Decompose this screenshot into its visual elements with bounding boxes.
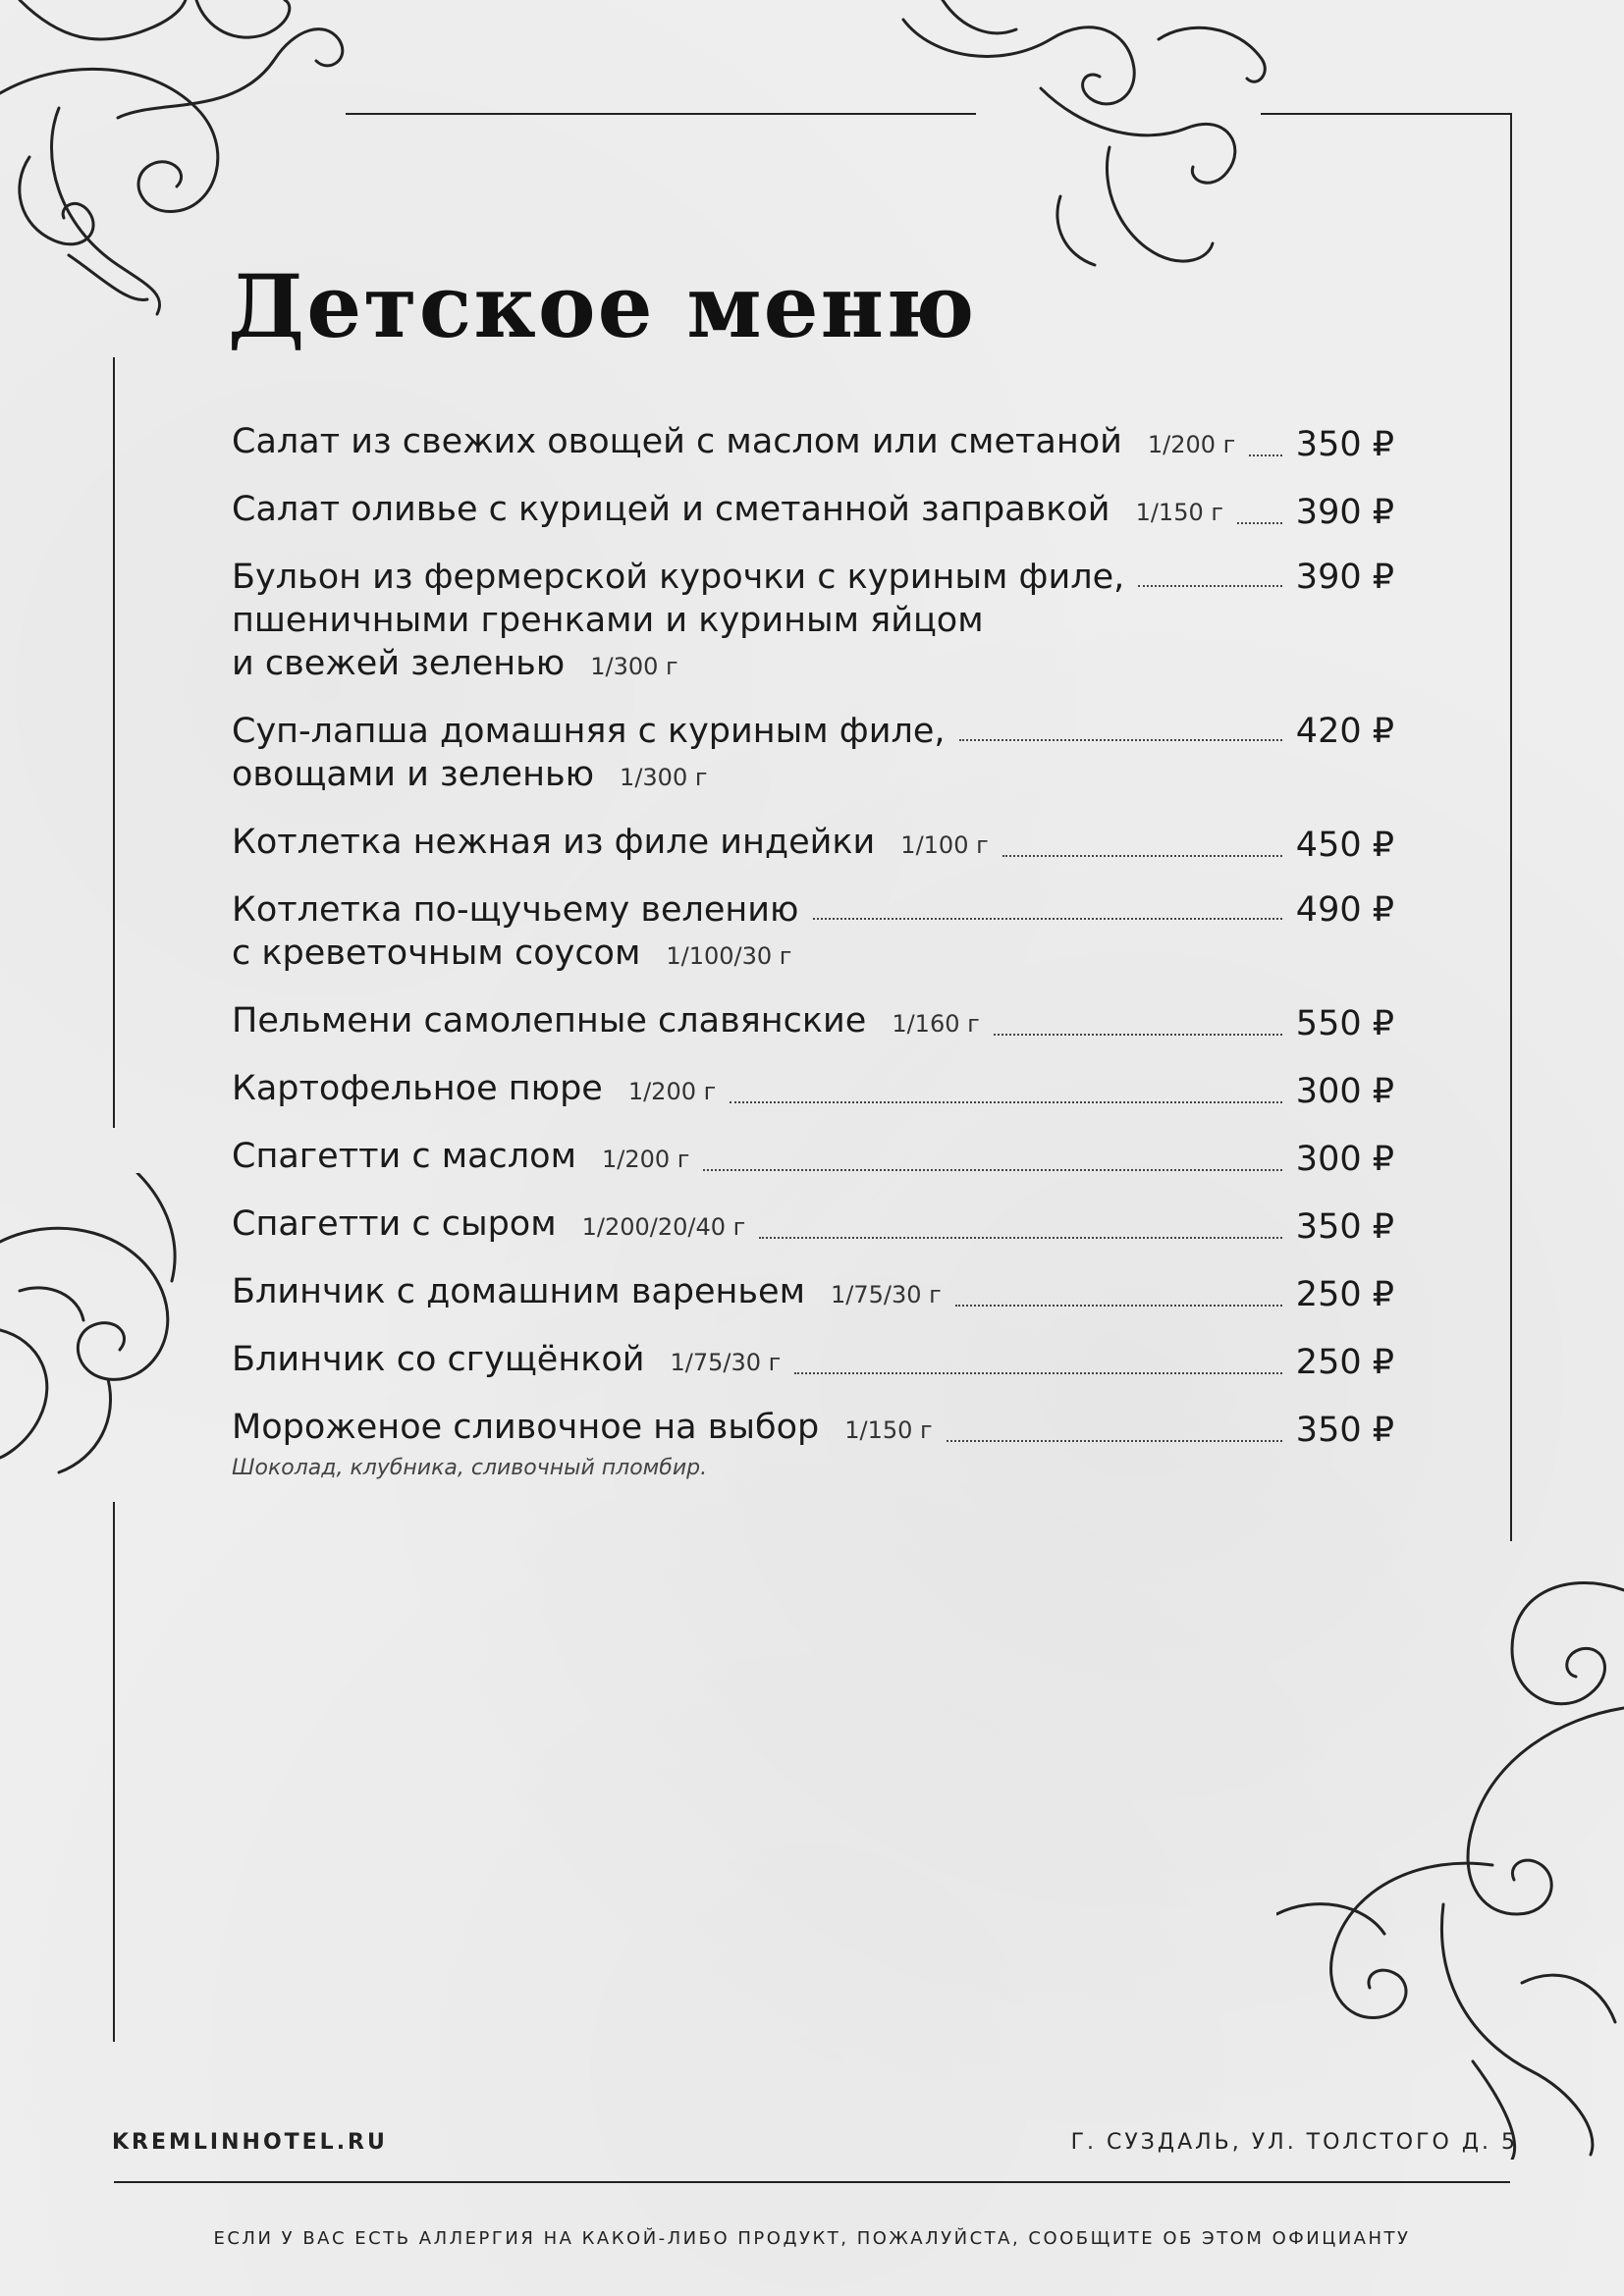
menu-item-dot-leader xyxy=(759,1237,1282,1239)
menu-item-price: 490 ₽ xyxy=(1295,890,1394,930)
menu-item-name xyxy=(232,420,1235,466)
menu-item-name-line: Спагетти с сыром 1/200/20/40 г xyxy=(232,1204,746,1244)
menu-item-name-line: с креветочным соусом 1/100/30 г xyxy=(232,934,792,973)
menu-item-price: 550 ₽ xyxy=(1295,1004,1394,1043)
menu-item xyxy=(232,420,1394,466)
frame-top-line-right xyxy=(1261,113,1512,115)
menu-item-portion: 1/160 г xyxy=(892,1010,980,1038)
menu-item-name-line: Картофельное пюре 1/200 г xyxy=(232,1069,717,1108)
menu-item-portion: 1/100/30 г xyxy=(666,942,792,970)
menu-item-note: Шоколад, клубника, сливочный пломбир. xyxy=(232,1456,708,1480)
menu-item-name-line: Суп-лапша домашняя с куриным филе, xyxy=(232,712,946,751)
page-title: Детское меню xyxy=(228,255,977,357)
footer-divider xyxy=(114,2181,1510,2183)
menu-item-portion: 1/100 г xyxy=(900,831,989,859)
menu-item-name-line: и свежей зеленью 1/300 г xyxy=(232,644,678,683)
footer-allergy-notice: ЕСЛИ У ВАС ЕСТЬ АЛЛЕРГИЯ НА КАКОЙ-ЛИБО ПРОДУКТ, ПОЖАЛУЙСТА, СООБЩИТЕ ОБ ЭТОМ ОФИЦИАНТУ xyxy=(213,2228,1411,2249)
menu-item xyxy=(232,488,1394,534)
menu-item-dot-leader xyxy=(794,1372,1282,1374)
menu-item-name xyxy=(232,1270,942,1316)
menu-item-name xyxy=(232,999,980,1045)
footer-website: KREMLINHOTEL.RU xyxy=(112,2130,388,2155)
menu-item-price: 350 ₽ xyxy=(1295,1207,1394,1247)
menu-item-portion: 1/300 г xyxy=(620,764,708,791)
menu-item xyxy=(232,1135,1394,1181)
menu-item-portion: 1/150 г xyxy=(844,1416,933,1444)
menu-item-price: 250 ₽ xyxy=(1295,1275,1394,1314)
menu-item-name-line: Котлетка по-щучьему велению xyxy=(232,890,799,930)
menu-item-price: 450 ₽ xyxy=(1295,826,1394,865)
menu-item-dot-leader xyxy=(947,1440,1282,1442)
menu-item xyxy=(232,999,1394,1045)
frame-left-line-lower xyxy=(113,1502,115,2042)
menu-item-name-line: Мороженое сливочное на выбор 1/150 г xyxy=(232,1408,933,1447)
menu-item xyxy=(232,821,1394,867)
menu-item-portion: 1/200 г xyxy=(1147,431,1236,458)
menu-item xyxy=(232,1202,1394,1249)
menu-item-portion: 1/75/30 г xyxy=(670,1349,782,1376)
menu-item-name-line: пшеничными гренками и куриным яйцом xyxy=(232,601,984,640)
menu-item-dot-leader xyxy=(955,1305,1282,1307)
menu-item-name xyxy=(232,1406,933,1452)
frame-top-line-left xyxy=(346,113,976,115)
menu-item-name-line: Блинчик со сгущёнкой 1/75/30 г xyxy=(232,1340,782,1379)
menu-item-name-line: Котлетка нежная из филе индейки 1/100 г xyxy=(232,823,989,862)
menu-item xyxy=(232,1270,1394,1316)
menu-item-name-line: Спагетти с маслом 1/200 г xyxy=(232,1137,690,1176)
menu-item-dot-leader xyxy=(813,918,1282,920)
menu-item-name xyxy=(232,1202,745,1249)
menu-item-portion: 1/200 г xyxy=(627,1078,717,1105)
menu-item xyxy=(232,1406,1394,1480)
menu-item-dot-leader xyxy=(703,1169,1281,1171)
menu-item-price: 300 ₽ xyxy=(1295,1140,1394,1179)
menu-item-dot-leader xyxy=(1249,454,1282,456)
menu-item-price: 350 ₽ xyxy=(1295,425,1394,464)
menu-item-price: 420 ₽ xyxy=(1295,712,1394,751)
menu-item-name-line: Салат оливье с курицей и сметанной заправкой 1/150 г xyxy=(232,490,1223,529)
menu-item xyxy=(232,556,1394,688)
menu-item-price: 350 ₽ xyxy=(1295,1411,1394,1450)
menu-item-portion: 1/200 г xyxy=(602,1146,690,1173)
frame-left-line-upper xyxy=(113,357,115,1128)
menu-item-dot-leader xyxy=(959,739,1282,741)
swirl-ornament-bottom-right-icon xyxy=(1276,1571,1624,2160)
menu-item-portion: 1/300 г xyxy=(590,653,678,680)
menu-item-price: 390 ₽ xyxy=(1295,558,1394,597)
menu-item-name-line: Блинчик с домашним вареньем 1/75/30 г xyxy=(232,1272,942,1311)
menu-item-dot-leader xyxy=(730,1101,1282,1103)
menu-item xyxy=(232,710,1394,799)
menu-item-name xyxy=(232,888,799,978)
menu-item-name xyxy=(232,556,1124,688)
menu-item-name xyxy=(232,1338,781,1384)
menu-item xyxy=(232,1067,1394,1113)
menu-item-name xyxy=(232,488,1223,534)
menu-item-portion: 1/75/30 г xyxy=(831,1281,942,1308)
menu-item-portion: 1/200/20/40 г xyxy=(581,1213,746,1241)
menu-item-name xyxy=(232,821,989,867)
menu-item-name-line: Пельмени самолепные славянские 1/160 г xyxy=(232,1001,980,1041)
frame-right-line xyxy=(1510,113,1512,1541)
menu-item-name-line: овощами и зеленью 1/300 г xyxy=(232,755,708,794)
menu-item-name xyxy=(232,710,946,799)
menu-item-price: 390 ₽ xyxy=(1295,493,1394,532)
menu-list xyxy=(232,420,1394,1502)
menu-item-portion: 1/150 г xyxy=(1135,499,1223,526)
menu-item-name-line: Салат из свежих овощей с маслом или сметаной 1/200 г xyxy=(232,422,1236,461)
footer-address: Г. СУЗДАЛЬ, УЛ. ТОЛСТОГО Д. 5 xyxy=(1070,2130,1518,2155)
swirl-ornament-left-middle-icon xyxy=(0,1173,196,1477)
menu-item-dot-leader xyxy=(1138,585,1282,587)
menu-item-dot-leader xyxy=(1002,855,1282,857)
menu-item-price: 300 ₽ xyxy=(1295,1072,1394,1111)
menu-item-name xyxy=(232,1135,689,1181)
menu-item xyxy=(232,1338,1394,1384)
menu-item-name-line: Бульон из фермерской курочки с куриным филе, xyxy=(232,558,1125,597)
menu-item xyxy=(232,888,1394,978)
menu-item-price: 250 ₽ xyxy=(1295,1343,1394,1382)
menu-item-name xyxy=(232,1067,716,1113)
menu-item-dot-leader xyxy=(1237,522,1282,524)
menu-item-dot-leader xyxy=(994,1034,1282,1036)
swirl-ornament-top-right-icon xyxy=(884,0,1276,294)
